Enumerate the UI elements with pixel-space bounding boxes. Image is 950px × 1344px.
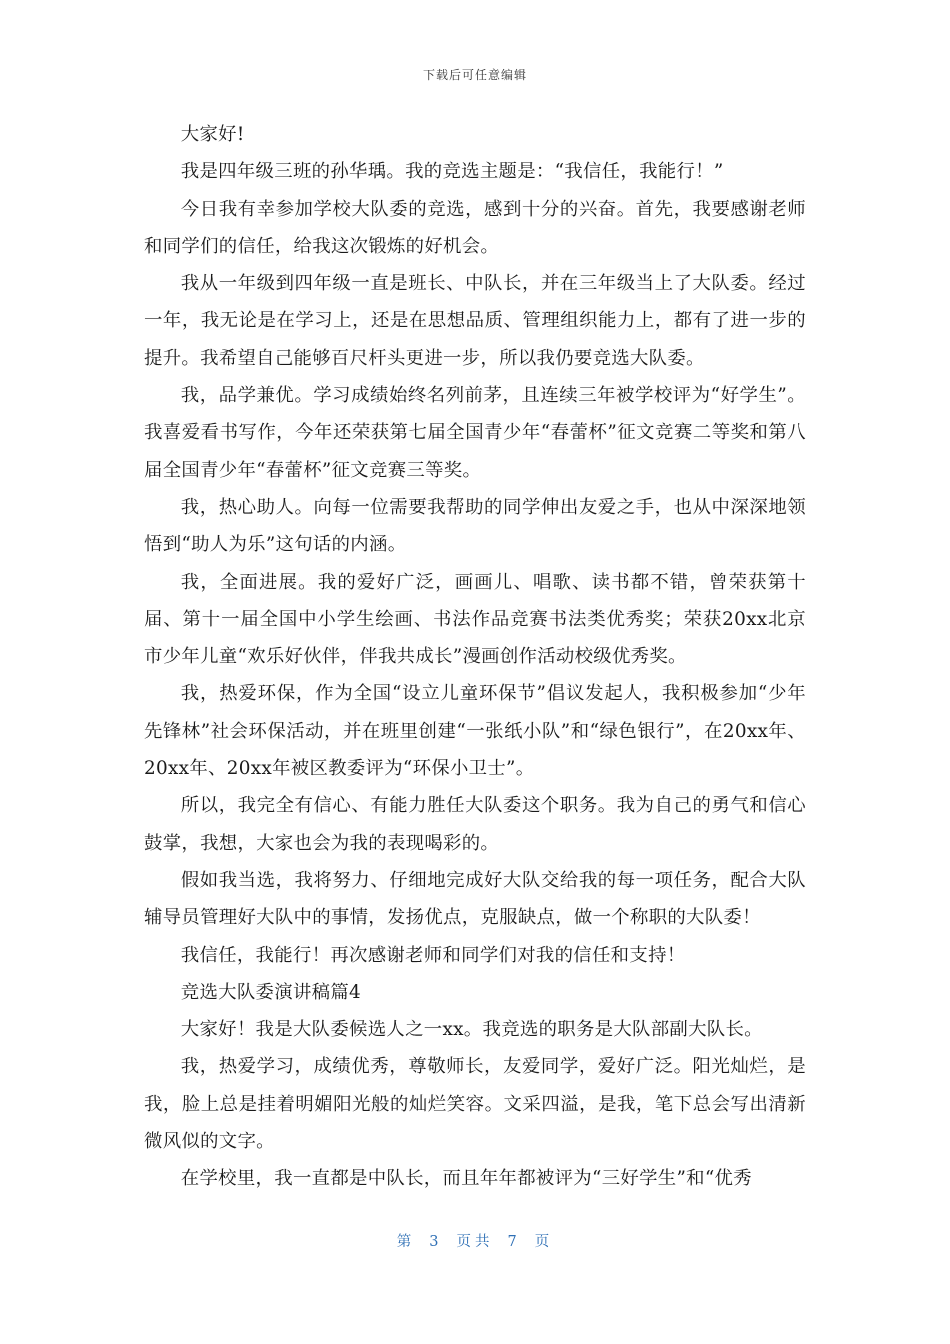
paragraph: 我，热心助人。向每一位需要我帮助的同学伸出友爱之手，也从中深深地领悟到“助人为乐”这句话的内涵。 <box>144 496 806 556</box>
current-page-number: 3 <box>429 1234 443 1250</box>
paragraph: 我从一年级到四年级一直是班长、中队长，并在三年级当上了大队委。经过一年，我无论是在学习上，还是在思想品质、管理组织能力上，都有了进一步的提升。我希望自己能够百尺杆头更进一步，所以我仍要竞选大队委。 <box>144 273 806 369</box>
paragraph: 假如我当选，我将努力、仔细地完成好大队交给我的每一项任务，配合大队辅导员管理好大队中的事情，发扬优点，克服缺点，做一个称职的大队委！ <box>144 869 806 929</box>
page-footer <box>0 1230 950 1251</box>
page-header: 下载后可任意编辑 <box>422 68 527 82</box>
paragraph: 所以，我完全有信心、有能力胜任大队委这个职务。我为自己的勇气和信心鼓掌，我想，大家也会为我的表现喝彩的。 <box>144 795 806 854</box>
paragraph: 我，热爱环保，作为全国“设立儿童环保节”倡议发起人，我积极参加“少年先锋林”社会环保活动，并在班里创建“一张纸小队”和“绿色银行”，在20xx年、20xx年、20xx年被区教委评为“环保小卫士”。 <box>144 683 806 780</box>
paragraph: 我，热爱学习，成绩优秀，尊敬师长，友爱同学，爱好广泛。阳光灿烂，是我，脸上总是挂着明媚阳光般的灿烂笑容。文采四溢，是我，笔下总会写出清新微风似的文字。 <box>144 1056 806 1153</box>
page-label-middle: 页共 <box>456 1234 494 1250</box>
total-pages-number: 7 <box>507 1234 521 1250</box>
paragraph: 在学校里，我一直都是中队长，而且年年都被评为“三好学生”和“优秀 <box>180 1168 752 1190</box>
page-label-prefix: 第 <box>396 1234 416 1250</box>
section-heading: 竞选大队委演讲稿篇4 <box>180 981 362 1003</box>
paragraph: 我是四年级三班的孙华瑀。我的竞选主题是：“我信任，我能行！” <box>180 161 724 183</box>
paragraph: 我，品学兼优。学习成绩始终名列前茅，且连续三年被学校评为“好学生”。我喜爱看书写作，今年还荣获第七届全国青少年“春蕾杯”征文竞赛二等奖和第八届全国青少年“春蕾杯”征文竞赛三等奖。 <box>144 385 806 481</box>
paragraph: 大家好! <box>180 124 245 145</box>
paragraph: 今日我有幸参加学校大队委的竞选，感到十分的兴奋。首先，我要感谢老师和同学们的信任，给我这次锻炼的好机会。 <box>144 198 806 257</box>
paragraph: 大家好！我是大队委候选人之一xx。我竞选的职务是大队部副大队长。 <box>180 1019 763 1041</box>
page-label-suffix: 页 <box>534 1234 554 1250</box>
paragraph: 我信任，我能行！再次感谢老师和同学们对我的信任和支持！ <box>180 944 686 966</box>
document-body <box>144 116 806 1198</box>
paragraph: 我，全面进展。我的爱好广泛，画画儿、唱歌、读书都不错，曾荣获第十届、第十一届全国中小学生绘画、书法作品竞赛书法类优秀奖；荣获20xx北京市少年儿童“欢乐好伙伴，伴我共成长”漫画创作活动校级优秀奖。 <box>144 571 806 668</box>
